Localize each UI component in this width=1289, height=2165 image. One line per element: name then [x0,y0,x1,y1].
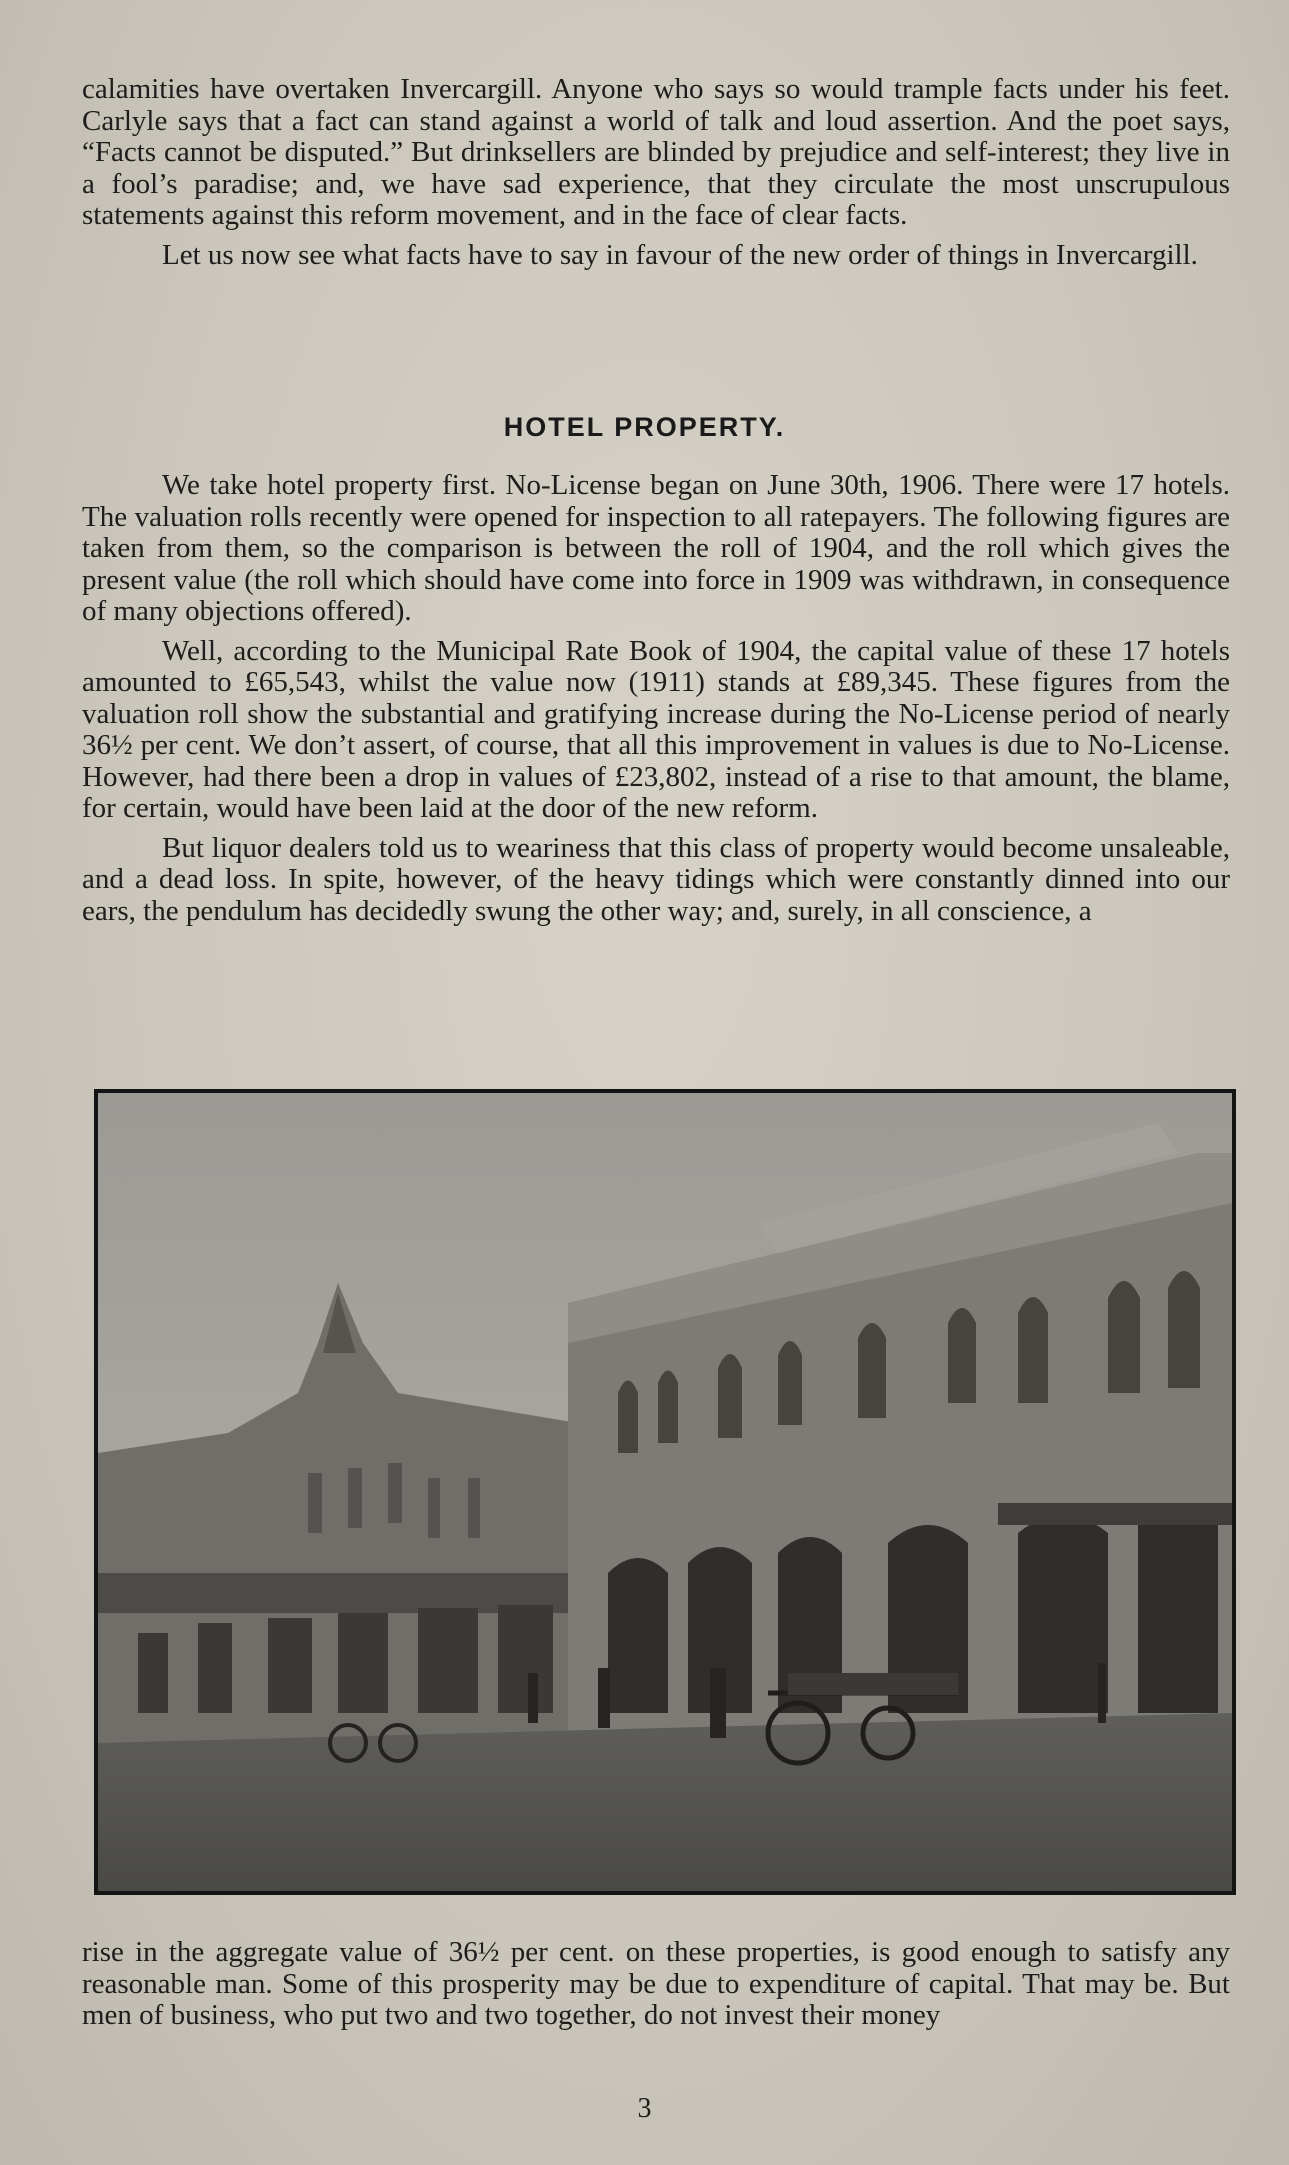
paragraph-aggregate-value: rise in the aggregate value of 36½ per cent. on these properties, is good enough to satisfy any reasonable man. Some of this prosperity may be due to expenditure of capital. That may be. But men of business, who put two and two together, do not invest their money [82,1936,1230,2031]
page-number: 3 [637,2093,652,2124]
paragraph-liquor-dealers: But liquor dealers told us to weariness that this class of property would become unsaleable, and a dead loss. In spite, however, of the heavy tidings which were constantly dinned into our ears, the pendulum has decidedly swung the other way; and, surely, in all conscience, a [82,831,1230,927]
paragraph-rate-book: Well, according to the Municipal Rate Book of 1904, the capital value of these 17 hotels amounted to £65,543, whilst the value now (1911) stands at £89,345. These figures from the valuation roll show the substantial and gratifying increase during the No-License period of nearly 36½ per cent. We don’t assert, of course, that all this improvement in values is due to No-License. However, had there been a drop in values of £23,802, instead of a rise to that amount, the blame, for certain, would have been laid at the door of the new reform. [82,634,1230,824]
section-heading: HOTEL PROPERTY. [503,412,786,442]
intro-text [82,74,1230,279]
paragraph-hotel-property: We take hotel property first. No-License began on June 30th, 1906. There were 17 hotels. The valuation rolls recently were opened for inspection to all ratepayers. The following figures are taken from them, so the comparison is between the roll of 1904, and the roll which gives the present value (the roll which should have come into force in 1909 was withdrawn, in consequence of many objections offered). [82,469,1230,627]
street-scene-illustration [98,1093,1232,1891]
closing-text [82,1937,1230,2040]
street-photograph [94,1089,1236,1895]
hotel-property-text [82,470,1230,935]
paragraph-new-order: Let us now see what facts have to say in favour of the new order of things in Invercargill. [162,238,1198,271]
paragraph-facts: calamities have overtaken Invercargill. Anyone who says so would trample facts under his feet. Carlyle says that a fact can stand against a world of talk and loud assertion. And the poet says, “Facts cannot be disputed.” But drinksellers are blinded by prejudice and self-interest; they live in a fool’s paradise; and, we have sad experience, that they circulate the most unscrupulous statements against this reform movement, and in the face of clear facts. [82,73,1230,231]
